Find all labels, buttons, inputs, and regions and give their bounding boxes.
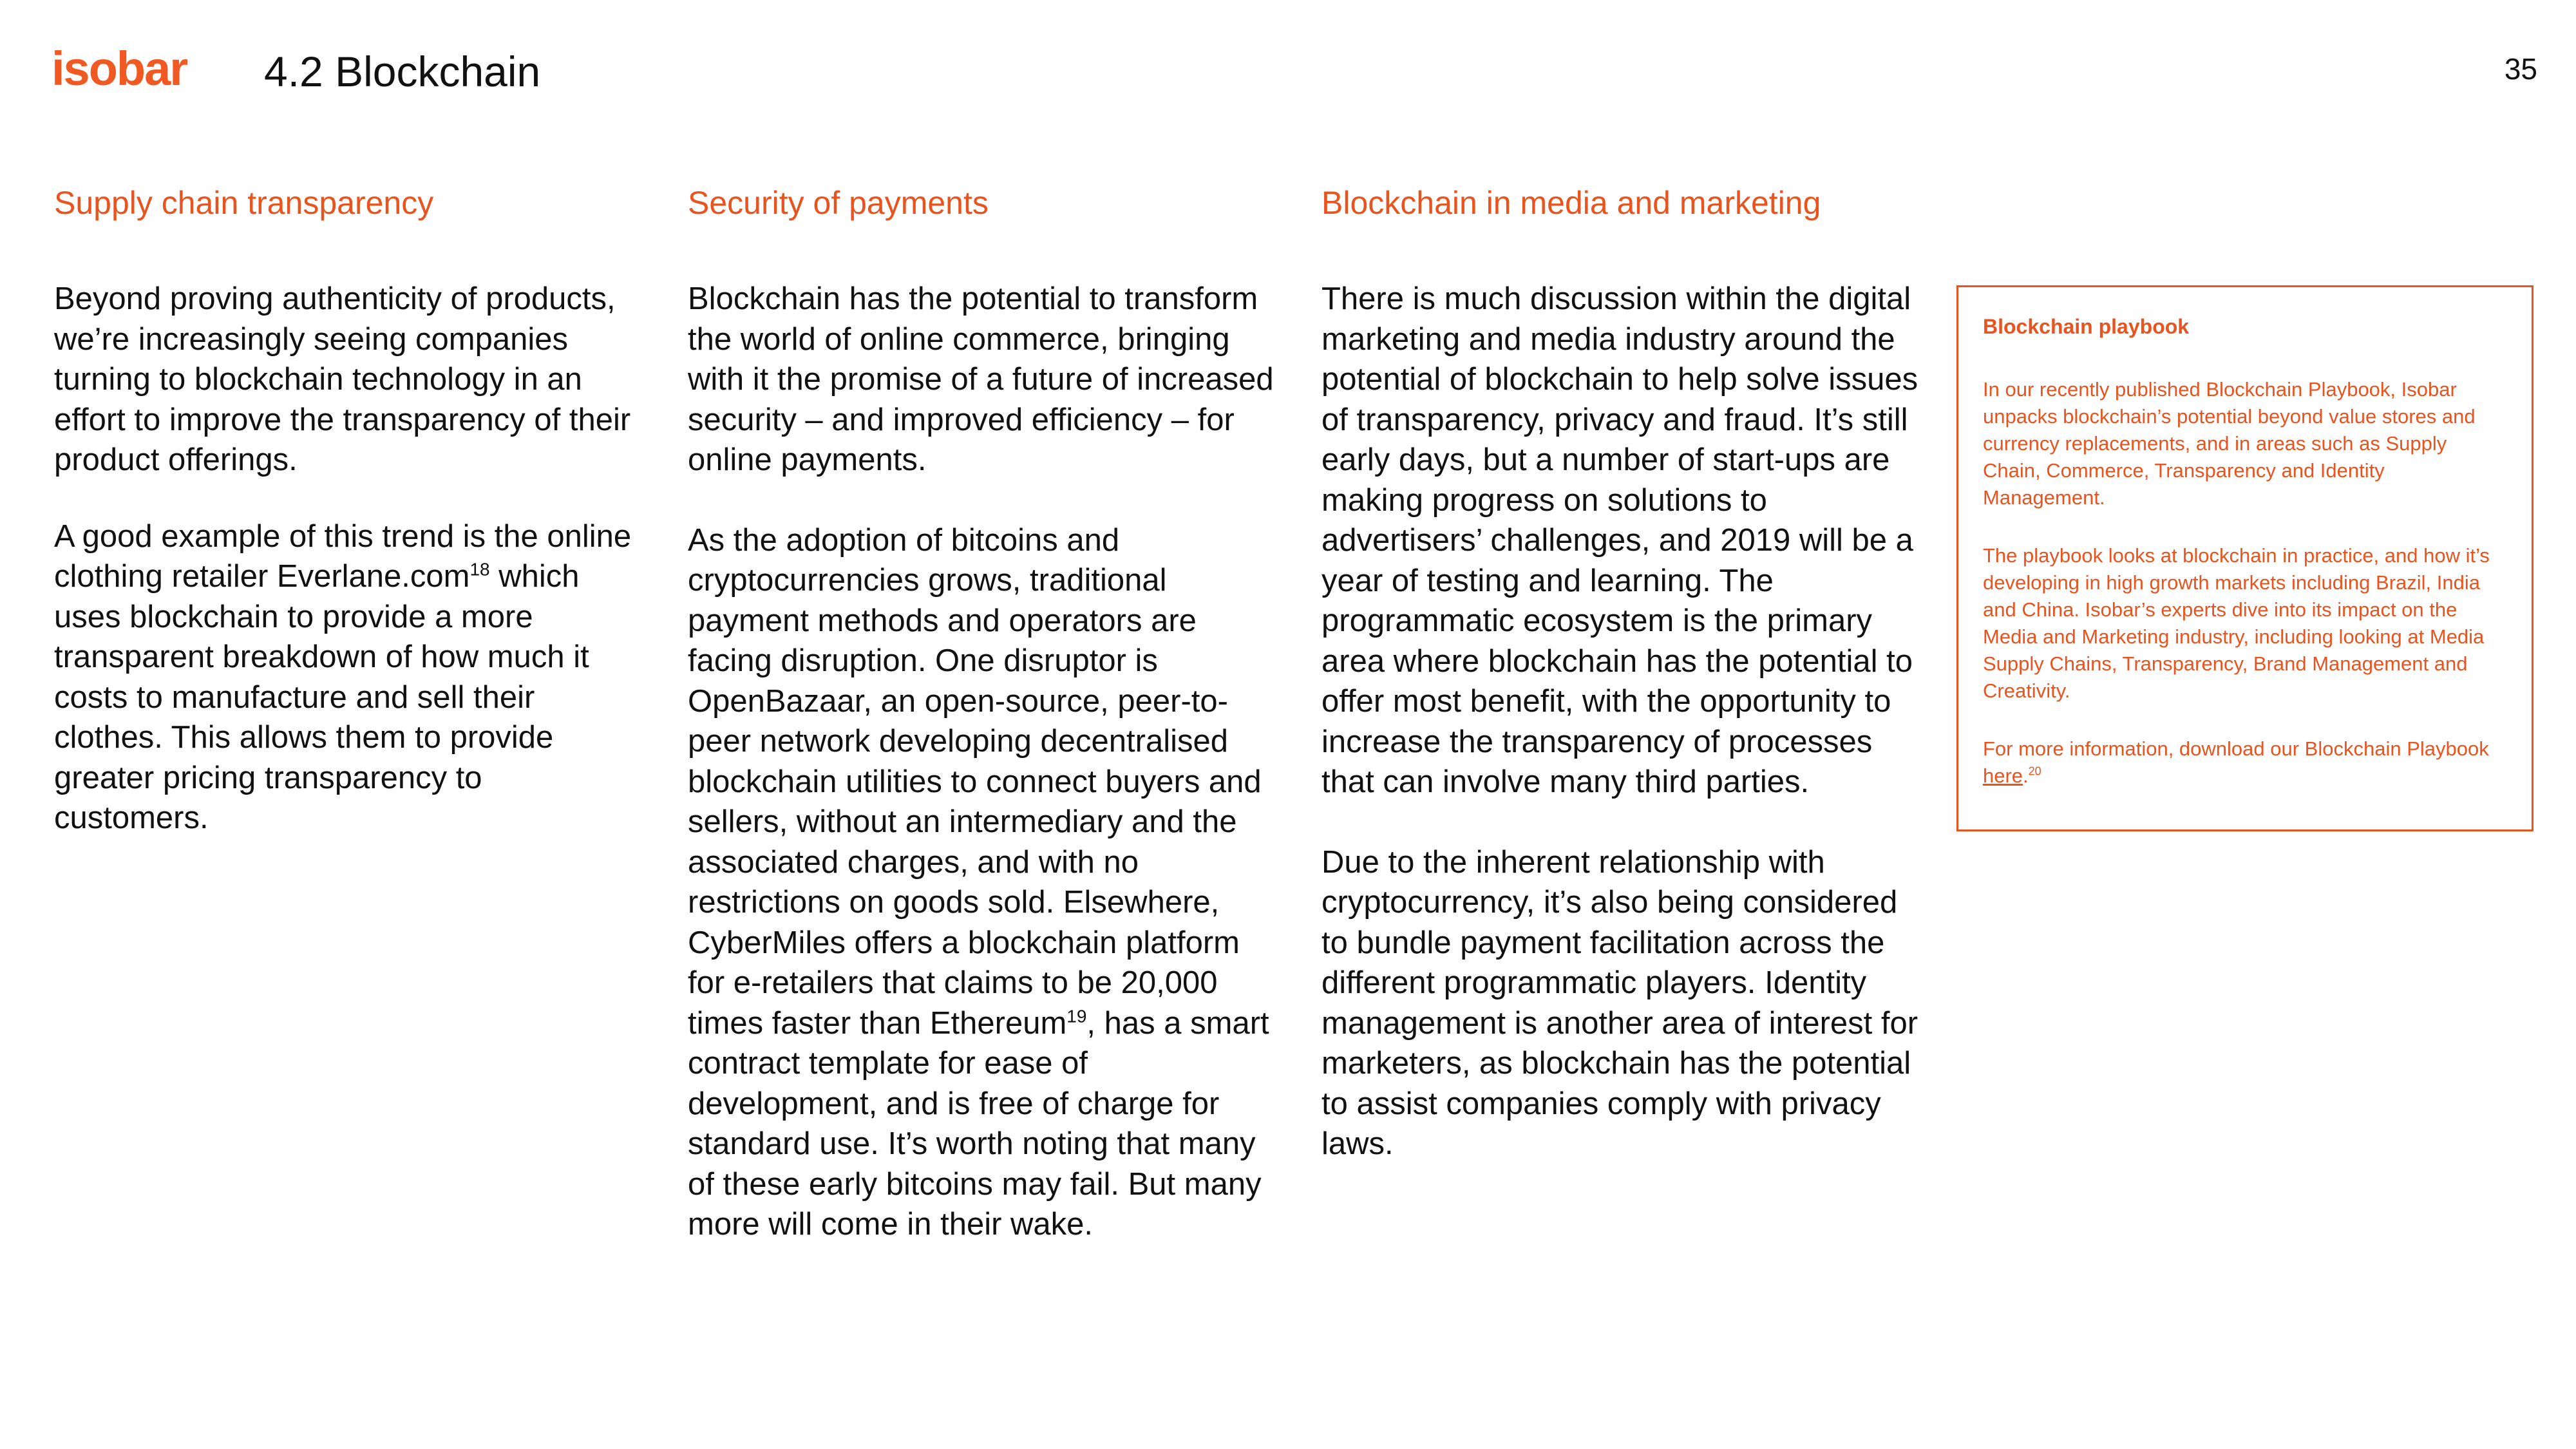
column-security-of-payments	[688, 184, 1280, 1285]
column-supply-chain	[54, 184, 634, 878]
paragraph	[688, 520, 1280, 1245]
paragraph	[1321, 279, 1920, 802]
column-heading: Security of payments	[688, 185, 989, 221]
footnote-ref-20: 20	[2028, 764, 2041, 778]
footnote-ref-18: 18	[469, 559, 490, 580]
blockchain-playbook-callout	[1956, 285, 2533, 831]
paragraph-text: which uses blockchain to provide a more transparent breakdown of how much it costs to manufacture and sell their clothes. This allows them to provide greater pricing transparency to customers.	[54, 559, 589, 835]
callout-paragraph	[1983, 735, 2507, 790]
playbook-download-link[interactable]: here	[1983, 764, 2023, 787]
callout-title: Blockchain playbook	[1983, 315, 2190, 338]
callout-text: .	[2023, 764, 2029, 787]
column-media-and-marketing	[1321, 184, 1920, 1204]
paragraph-text: Beyond proving authenticity of products, we’re increasingly seeing companies turning to blockchain technology in an effort to improve the transparency of their product offerings.	[54, 281, 631, 477]
column-heading: Blockchain in media and marketing	[1321, 185, 1821, 221]
callout-paragraph: The playbook looks at blockchain in practice, and how it’s developing in high growth markets including Brazil, India and China. Isobar’s experts dive into its impact on the Media and Marketing industry, including looking at Media Supply Chains, Transparency, Brand Management and Creativity.	[1983, 544, 2490, 702]
paragraph-text: , has a smart contract template for ease of development, and is free of charge for standard use. It’s worth noting that many of these early bitcoins may fail. But many more will come in their wake.	[688, 1005, 1269, 1242]
footnote-ref-19: 19	[1066, 1006, 1087, 1027]
paragraph	[688, 279, 1280, 480]
paragraph-text: Due to the inherent relationship with cryptocurrency, it’s also being considered to bundle payment facilitation across the different programmatic players. Identity management is another area of interest for marketers, as blockchain has the potential to assist companies comply with privacy laws.	[1321, 844, 1918, 1161]
paragraph	[54, 279, 634, 480]
paragraph-text: As the adoption of bitcoins and cryptocurrencies grows, traditional payment methods and operators are facing disruption. One disruptor is OpenBazaar, an open-source, peer-to-peer network developing decentralised blockchain utilities to connect buyers and sellers, without an intermediary and the associated charges, and with no restrictions on goods sold. Elsewhere, CyberMiles offers a blockchain platform for e-retailers that claims to be 20,000 times faster than Ethereum	[688, 522, 1262, 1041]
paragraph-text: There is much discussion within the digital marketing and media industry around the potential of blockchain to help solve issues of transparency, privacy and fraud. It’s still early days, but a number of start-ups are making progress on solutions to advertisers’ challenges, and 2019 will be a year of testing and learning. The programmatic ecosystem is the primary area where blockchain has the potential to offer most benefit, with the opportunity to increase the transparency of processes that can involve many third parties.	[1321, 281, 1918, 799]
paragraph	[1321, 842, 1920, 1164]
column-heading: Supply chain transparency	[54, 185, 434, 221]
paragraph-text: A good example of this trend is the online clothing retailer Everlane.com	[54, 518, 632, 594]
callout-paragraph: In our recently published Blockchain Playbook, Isobar unpacks blockchain’s potential beyond value stores and currency replacements, and in areas such as Supply Chain, Commerce, Transparency and Identity Management.	[1983, 378, 2476, 509]
paragraph	[54, 516, 634, 838]
paragraph-text: Blockchain has the potential to transform the world of online commerce, bringing with it the promise of a future of increased security – and improved efficiency – for online payments.	[688, 281, 1274, 477]
page-number: 35	[2504, 52, 2537, 86]
page-title: 4.2 Blockchain	[264, 48, 541, 95]
callout-text: For more information, download our Blockchain Playbook	[1983, 737, 2489, 760]
isobar-logo: isobar	[52, 42, 187, 95]
